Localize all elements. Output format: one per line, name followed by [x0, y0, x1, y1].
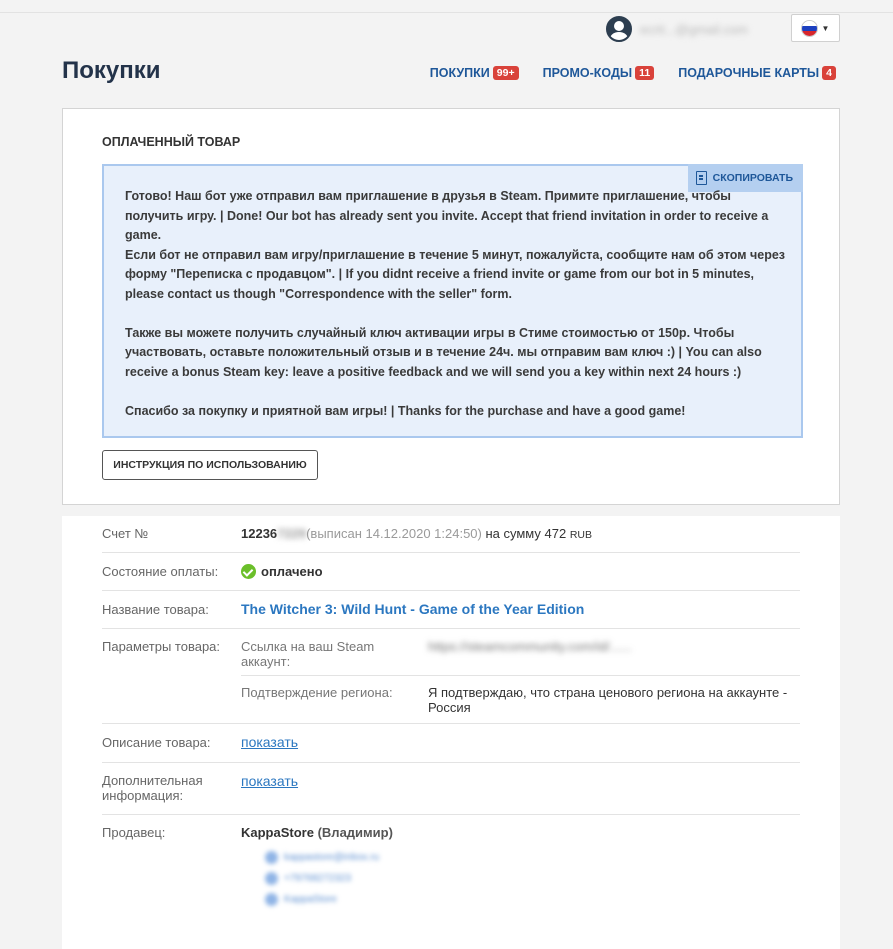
seller-value [241, 825, 393, 840]
description-row [102, 724, 800, 763]
nav-promo-codes-badge: 11 [635, 66, 654, 80]
seller-email: kappastore@inbox.ru [284, 852, 380, 863]
product-name-row [102, 591, 800, 629]
product-params-label: Параметры товара: [102, 639, 221, 654]
language-selector[interactable] [791, 14, 840, 42]
invoice-label: Счет № [102, 526, 149, 541]
nav-promo-codes-label: ПРОМО-КОДЫ [542, 66, 633, 80]
steam-link-label: Ссылка на ваш Steam аккаунт: [241, 639, 375, 669]
nav-gift-cards-badge: 4 [822, 66, 836, 80]
copy-button-label: СКОПИРОВАТЬ [712, 172, 793, 184]
paid-item-card [62, 108, 840, 505]
purchases-nav [430, 66, 836, 80]
payment-status-value [241, 564, 323, 579]
seller-row [102, 815, 800, 925]
additional-info-row [102, 763, 800, 815]
user-avatar-icon[interactable] [606, 16, 632, 42]
additional-info-label: Дополнительная информация: [102, 773, 203, 803]
page-title: Покупки [62, 57, 161, 84]
description-show-link[interactable]: показать [241, 734, 299, 750]
seller-message-text[interactable]: Готово! Наш бот уже отправил вам приглашение в друзья в Steam. Примите приглашение, чтобы получить игру. | Done! Our bot has already sent you invite. Accept that friend invitation in order to receive a game. Если бот не отправил вам игру/приглашение в течение 5 минут, пожалуйста, сообщите нам об этом через форму "Переписка с продавцом". | If you didnt receive a friend invite or game from our bot in 5 minutes, please contact us though "Correspondence with the seller" form. Также вы можете получить случайный ключ активации игры в Стиме стоимостью от 150р. Чтобы участвовать, оставьте положительный отзыв и в течение 24ч. мы отправим вам ключ :) | You can also receive a bonus Steam key: leave a positive feedback and we will send you a key within next 24 hours :) Спасибо за покупку и приятной вам игры! | Thanks for the purchase and have a good game! [125, 189, 785, 418]
nav-gift-cards-label: ПОДАРОЧНЫЕ КАРТЫ [678, 66, 820, 80]
seller-message-box [102, 164, 803, 438]
invoice-row [102, 516, 800, 553]
user-email[interactable]: ecrit...@gmail.com [640, 21, 748, 37]
seller-label: Продавец: [102, 825, 166, 840]
description-label: Описание товара: [102, 735, 211, 750]
invoice-value [241, 526, 592, 541]
top-divider [0, 12, 893, 13]
nav-promo-codes[interactable] [543, 66, 655, 80]
payment-status-row [102, 553, 800, 591]
chevron-down-icon: ▼ [821, 23, 830, 33]
globe-icon [265, 893, 278, 906]
payment-status-text: оплачено [261, 564, 323, 579]
seller-contact-skype[interactable] [265, 872, 351, 885]
invoice-currency: RUB [569, 529, 592, 541]
check-icon [241, 564, 256, 579]
skype-icon [265, 872, 278, 885]
region-confirm-value: Я подтверждаю, что страна ценового региона на аккаунте - Россия [428, 685, 788, 715]
copy-icon [696, 171, 707, 185]
nav-purchases-label: ПОКУПКИ [429, 66, 490, 80]
email-icon [265, 851, 278, 864]
nav-purchases-badge: 99+ [493, 66, 519, 80]
russia-flag-icon [802, 21, 817, 36]
seller-contact-site[interactable] [265, 893, 337, 906]
instructions-button[interactable]: ИНСТРУКЦИЯ ПО ИСПОЛЬЗОВАНИЮ [102, 450, 318, 480]
seller-site: KappaStore [284, 894, 337, 905]
nav-purchases[interactable] [430, 66, 519, 80]
paid-item-title: ОПЛАЧЕННЫЙ ТОВАР [102, 135, 241, 149]
product-name-label: Название товара: [102, 602, 209, 617]
invoice-number-hidden: 7229 [277, 526, 307, 541]
steam-link-value[interactable]: https://steamcommunity.com/id/...... [428, 639, 632, 654]
invoice-sum: на сумму 472 [485, 526, 567, 541]
order-details [62, 516, 840, 949]
invoice-issued: (выписан 14.12.2020 1:24:50) [306, 526, 482, 541]
seller-name-link[interactable]: KappaStore [241, 825, 314, 840]
nav-gift-cards[interactable] [678, 66, 836, 80]
additional-info-show-link[interactable]: показать [241, 773, 299, 789]
payment-status-label: Состояние оплаты: [102, 564, 219, 579]
user-menu[interactable] [606, 14, 748, 44]
invoice-number: 12236 [241, 526, 278, 541]
region-confirm-block [241, 675, 800, 723]
product-name-link[interactable]: The Witcher 3: Wild Hunt - Game of the Year Edition [241, 601, 585, 617]
seller-person: (Владимир) [317, 825, 393, 840]
region-confirm-label: Подтверждение региона: [241, 685, 393, 700]
product-params-row [102, 629, 800, 724]
seller-phone: +79768272323 [284, 873, 352, 884]
seller-contact-email[interactable] [265, 851, 379, 864]
